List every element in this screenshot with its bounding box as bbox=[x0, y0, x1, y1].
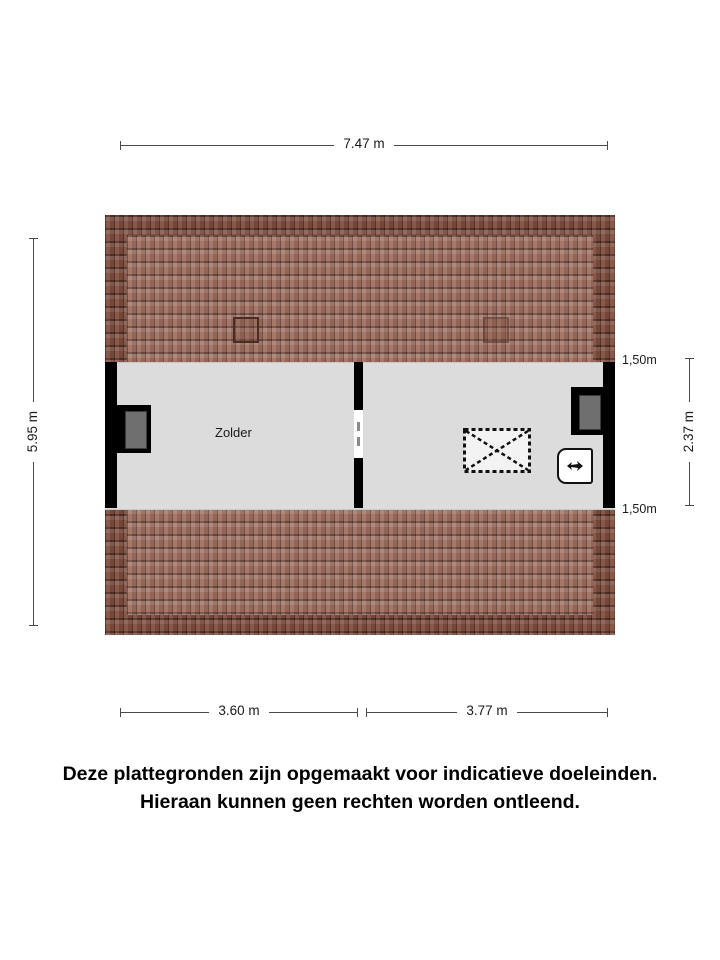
skylight-icon bbox=[233, 317, 259, 343]
disclaimer-line-1: Deze plattegronden zijn opgemaakt voor indicatieve doeleinden. bbox=[62, 763, 658, 785]
dimension-bar-right bbox=[269, 712, 357, 713]
dimension-bar-right bbox=[394, 145, 607, 146]
dimension-top-overall-width bbox=[120, 138, 608, 152]
disclaimer-line-2: Hieraan kunnen geen rechten worden ontleend. bbox=[140, 791, 580, 814]
skylight-icon bbox=[483, 317, 509, 343]
dimension-bar-right bbox=[517, 712, 607, 713]
dimension-bottom-right-width bbox=[366, 705, 608, 719]
dimension-bar-upper bbox=[33, 239, 34, 402]
dimension-bar-left bbox=[367, 712, 457, 713]
dimension-bottom-right-label: 3.77 m bbox=[466, 703, 508, 719]
stair-access-icon bbox=[557, 448, 593, 484]
window-left-glass bbox=[125, 411, 147, 449]
dimension-cap-end bbox=[607, 141, 608, 150]
dimension-cap-bottom bbox=[29, 625, 38, 626]
dimension-bar-lower bbox=[33, 462, 34, 625]
eave-height-note-bottom: 1,50m bbox=[622, 502, 657, 516]
dimension-left-label: 5.95 m bbox=[25, 411, 41, 453]
dimension-bar-upper bbox=[689, 359, 690, 402]
room-label-zolder: Zolder bbox=[215, 425, 252, 440]
dimension-bottom-left-label: 3.60 m bbox=[218, 703, 260, 719]
disclaimer-caption bbox=[0, 760, 720, 817]
dimension-cap-end bbox=[607, 708, 608, 717]
roof-hatch-icon bbox=[463, 428, 531, 473]
dimension-bar-lower bbox=[689, 462, 690, 505]
dimension-left-overall-height bbox=[26, 238, 40, 626]
dimension-bar-left bbox=[121, 145, 334, 146]
dimension-right-interior-height bbox=[682, 358, 696, 506]
dimension-cap-end bbox=[357, 708, 358, 717]
wall-left bbox=[105, 362, 117, 508]
dimension-bar-left bbox=[121, 712, 209, 713]
dimension-bottom-left-width bbox=[120, 705, 358, 719]
dimension-top-label: 7.47 m bbox=[343, 136, 385, 152]
window-right-glass bbox=[579, 395, 601, 430]
wall-right bbox=[603, 362, 615, 508]
dimension-right-label: 2.37 m bbox=[681, 411, 697, 453]
eave-height-note-top: 1,50m bbox=[622, 353, 657, 367]
building-outline bbox=[105, 215, 615, 635]
doorway-opening bbox=[354, 410, 363, 458]
dimension-cap-bottom bbox=[685, 505, 694, 506]
